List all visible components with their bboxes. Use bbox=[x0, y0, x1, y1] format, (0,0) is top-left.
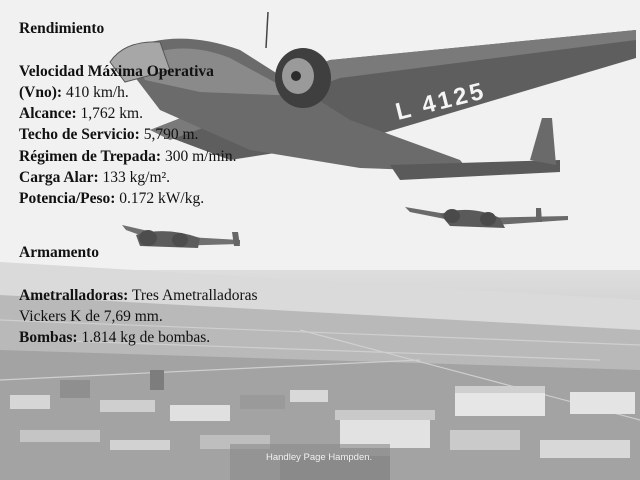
armament-section bbox=[19, 242, 258, 348]
armament-heading: Armamento bbox=[19, 244, 100, 261]
spec-label: (Vno): bbox=[19, 83, 63, 101]
performance-section bbox=[19, 18, 236, 210]
spec-value: 1.814 kg de bombas. bbox=[81, 329, 211, 347]
spec-machine-guns bbox=[19, 285, 258, 306]
spec-label: Carga Alar: bbox=[19, 169, 99, 187]
spec-value: 300 m/min. bbox=[164, 147, 237, 165]
spec-value: 5,790 m. bbox=[143, 126, 199, 144]
spec-value: 1,762 km. bbox=[80, 105, 143, 123]
spec-value: 410 km/h. bbox=[65, 83, 129, 101]
spec-label: Bombas: bbox=[19, 329, 78, 347]
spec-power-weight bbox=[19, 188, 236, 209]
spec-wing-loading bbox=[19, 167, 236, 188]
spec-bombs bbox=[19, 327, 258, 348]
spec-label: Velocidad Máxima Operativa bbox=[19, 62, 214, 80]
spec-label: Ametralladoras: bbox=[19, 286, 129, 304]
photo-caption: Handley Page Hampden. bbox=[266, 452, 373, 463]
spec-climb-rate bbox=[19, 146, 236, 167]
spec-value: 133 kg/m². bbox=[102, 169, 171, 187]
spec-range bbox=[19, 103, 236, 124]
aircraft-code: L 4125 bbox=[392, 77, 490, 126]
spec-label: Régimen de Trepada: bbox=[19, 147, 162, 165]
spec-value: 0.172 kW/kg. bbox=[119, 190, 205, 208]
spec-service-ceiling bbox=[19, 124, 236, 145]
spec-label: Techo de Servicio: bbox=[19, 126, 140, 144]
spec-max-speed-cont bbox=[19, 82, 236, 103]
spec-label: Alcance: bbox=[19, 105, 77, 123]
spec-max-speed bbox=[19, 61, 236, 82]
spec-label: Potencia/Peso: bbox=[19, 190, 116, 208]
spec-value: Vickers K de 7,69 mm. bbox=[19, 307, 163, 325]
spec-machine-guns-cont bbox=[19, 306, 258, 327]
spec-value: Tres Ametralladoras bbox=[131, 286, 258, 304]
performance-heading: Rendimiento bbox=[19, 20, 105, 37]
